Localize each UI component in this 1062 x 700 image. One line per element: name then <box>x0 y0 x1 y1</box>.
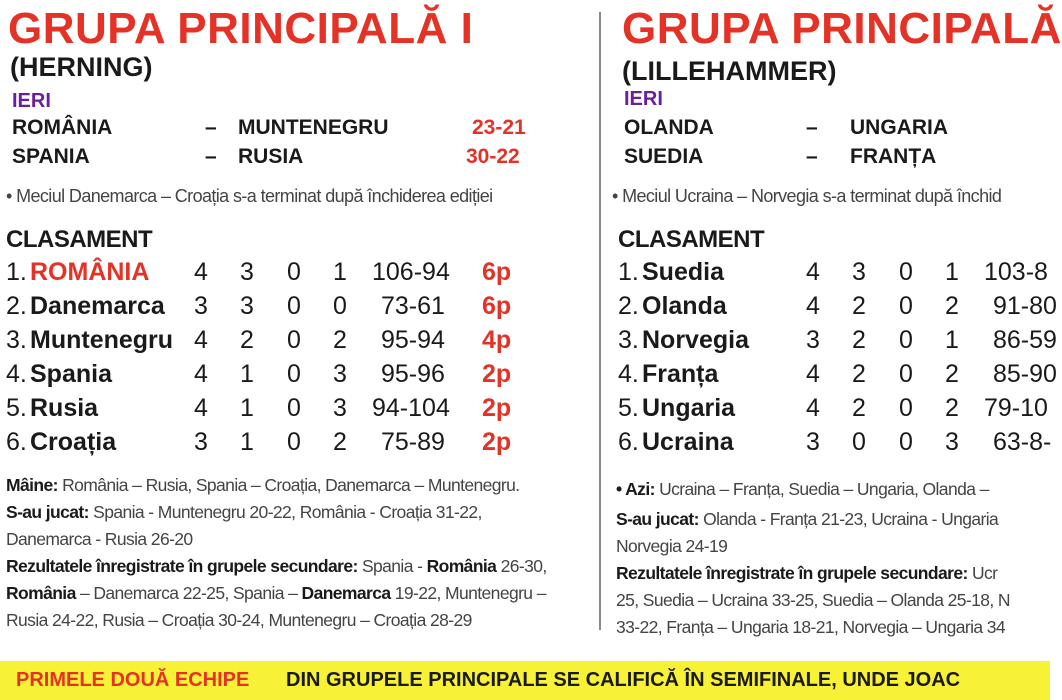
team-name: Olanda <box>642 292 727 320</box>
standings-row <box>618 394 1058 428</box>
group-city: (LILLEHAMMER) <box>622 56 837 86</box>
group-city: (HERNING) <box>10 52 153 82</box>
played: 3 <box>806 428 820 456</box>
standings-row <box>618 428 1058 462</box>
results-text-cont: 25, Suedia – Ucraina 33-25, Suedia – Olanda 25-18, N <box>616 590 1010 610</box>
lost: 2 <box>945 292 959 320</box>
group-title: GRUPA PRINCIPALĂ I <box>8 4 474 53</box>
match-row <box>624 145 1054 173</box>
goals: 63-8- <box>993 428 1052 456</box>
played-text-cont: Norvegia 24-19 <box>616 536 728 556</box>
played: 4 <box>194 258 208 286</box>
drawn: 0 <box>287 428 301 456</box>
rank: 3. <box>6 326 27 354</box>
lost: 3 <box>333 360 347 388</box>
match-home: OLANDA <box>624 116 714 139</box>
rank: 3. <box>618 326 639 354</box>
ieri-label: IERI <box>624 88 663 110</box>
drawn: 0 <box>899 326 913 354</box>
standings-row <box>6 326 596 360</box>
azi-text: Ucraina – Franța, Suedia – Ungaria, Olanda – <box>654 479 989 499</box>
rank: 5. <box>6 394 27 422</box>
match-sep: – <box>205 145 217 168</box>
standings-title: CLASAMENT <box>6 226 153 253</box>
lost: 1 <box>945 258 959 286</box>
standings-row <box>6 360 596 394</box>
team-name: Spania <box>30 360 112 388</box>
drawn: 0 <box>899 428 913 456</box>
rank: 2. <box>6 292 27 320</box>
team-name: Suedia <box>642 258 724 286</box>
maine-text: România – Rusia, Spania – Croația, Danemarca – Muntenegru. <box>57 475 520 495</box>
played-label: S-au jucat: <box>6 502 89 522</box>
team-name: ROMÂNIA <box>30 258 150 286</box>
lost: 3 <box>945 428 959 456</box>
standings-row <box>618 292 1058 326</box>
results-text-cont: 33-22, Franța – Ungaria 18-21, Norvegia – Ungaria 34 <box>616 617 1006 637</box>
column-divider <box>599 12 601 630</box>
results-team: România <box>6 583 76 603</box>
ieri-label: IERI <box>12 90 51 112</box>
match-away: UNGARIA <box>850 116 948 139</box>
standings-row <box>618 326 1058 360</box>
footer-text: DIN GRUPELE PRINCIPALE SE CALIFICĂ ÎN SEMIFINALE, UNDE JOAC <box>286 669 961 691</box>
drawn: 0 <box>287 326 301 354</box>
points: 4p <box>482 326 512 354</box>
standings-row <box>6 394 596 428</box>
played: 4 <box>194 360 208 388</box>
played-text-cont: Danemarca - Rusia 26-20 <box>6 529 193 549</box>
rank: 4. <box>6 360 27 388</box>
drawn: 0 <box>899 258 913 286</box>
lost: 2 <box>333 326 347 354</box>
results-text: 26-30, <box>496 556 547 576</box>
team-name: Muntenegru <box>30 326 174 354</box>
goals: 103-8 <box>984 258 1048 286</box>
won: 3 <box>240 292 254 320</box>
rank: 1. <box>618 258 639 286</box>
group-title: GRUPA PRINCIPALĂ <box>622 4 1062 53</box>
results-label: Rezultatele înregistrate în grupele secundare: <box>616 563 968 583</box>
results-text: – Danemarca 22-25, Spania – <box>75 583 302 603</box>
rank: 6. <box>6 428 27 456</box>
lost: 1 <box>945 326 959 354</box>
standings-row <box>6 258 596 292</box>
rank: 4. <box>618 360 639 388</box>
fixtures-paragraph <box>6 472 596 634</box>
won: 3 <box>240 258 254 286</box>
match-home: SPANIA <box>12 145 90 168</box>
lost: 0 <box>333 292 347 320</box>
points: 2p <box>482 360 512 388</box>
played: 3 <box>806 326 820 354</box>
lost: 2 <box>945 360 959 388</box>
team-name: Norvegia <box>642 326 749 354</box>
results-team: România <box>426 556 497 576</box>
won: 2 <box>852 326 866 354</box>
match-sep: – <box>806 116 818 139</box>
played-label: S-au jucat: <box>616 509 699 529</box>
played: 4 <box>194 326 208 354</box>
note-text: • Meciul Ucraina – Norvegia s-a terminat după închid <box>612 186 1002 206</box>
group-2-panel <box>606 0 1062 660</box>
played: 4 <box>194 394 208 422</box>
drawn: 0 <box>899 292 913 320</box>
won: 0 <box>852 428 866 456</box>
team-name: Rusia <box>30 394 99 422</box>
standings-row <box>6 292 596 326</box>
won: 2 <box>852 292 866 320</box>
standings-title: CLASAMENT <box>618 226 765 253</box>
results-text: Ucr <box>967 563 998 583</box>
match-away: RUSIA <box>238 145 304 168</box>
goals: 91-80 <box>993 292 1057 320</box>
won: 2 <box>240 326 254 354</box>
points: 2p <box>482 428 512 456</box>
goals: 85-90 <box>993 360 1057 388</box>
lost: 2 <box>945 394 959 422</box>
results-team: Danemarca <box>301 583 391 603</box>
goals: 75-89 <box>381 428 445 456</box>
rank: 2. <box>618 292 639 320</box>
match-sep: – <box>806 145 818 168</box>
won: 2 <box>852 394 866 422</box>
won: 1 <box>240 360 254 388</box>
standings-row <box>6 428 596 462</box>
played: 4 <box>806 258 820 286</box>
team-name: Franța <box>642 360 719 388</box>
goals: 95-94 <box>381 326 445 354</box>
drawn: 0 <box>899 360 913 388</box>
lost: 1 <box>333 258 347 286</box>
results-label: Rezultatele înregistrate în grupele secundare: <box>6 556 358 576</box>
standings-row <box>618 258 1058 292</box>
drawn: 0 <box>287 394 301 422</box>
drawn: 0 <box>287 360 301 388</box>
match-away: MUNTENEGRU <box>238 116 389 139</box>
played-text: Spania - Muntenegru 20-22, România - Croația 31-22, <box>88 502 482 522</box>
points: 2p <box>482 394 512 422</box>
goals: 86-59 <box>993 326 1057 354</box>
team-name: Croația <box>30 428 117 456</box>
played: 3 <box>194 428 208 456</box>
match-sep: – <box>205 116 217 139</box>
match-row <box>12 116 592 144</box>
goals: 106-94 <box>372 258 450 286</box>
match-home: ROMÂNIA <box>12 116 113 139</box>
won: 1 <box>240 394 254 422</box>
drawn: 0 <box>287 292 301 320</box>
goals: 73-61 <box>381 292 445 320</box>
team-name: Danemarca <box>30 292 165 320</box>
rank: 5. <box>618 394 639 422</box>
match-row <box>624 116 1054 144</box>
match-row <box>12 145 592 173</box>
team-name: Ungaria <box>642 394 736 422</box>
points: 6p <box>482 292 512 320</box>
footer-banner <box>0 661 1050 700</box>
match-score: 30-22 <box>466 145 520 168</box>
goals: 95-96 <box>381 360 445 388</box>
results-text-cont: Rusia 24-22, Rusia – Croația 30-24, Muntenegru – Croația 28-29 <box>6 610 472 630</box>
rank: 1. <box>6 258 27 286</box>
played: 3 <box>194 292 208 320</box>
goals: 94-104 <box>372 394 450 422</box>
won: 3 <box>852 258 866 286</box>
drawn: 0 <box>899 394 913 422</box>
team-name: Ucraina <box>642 428 734 456</box>
played: 4 <box>806 394 820 422</box>
match-score: 23-21 <box>472 116 526 139</box>
played: 4 <box>806 360 820 388</box>
points: 6p <box>482 258 512 286</box>
note-text: • Meciul Danemarca – Croația s-a terminat după închiderea ediției <box>6 186 493 206</box>
played: 4 <box>806 292 820 320</box>
match-home: SUEDIA <box>624 145 704 168</box>
goals: 79-10 <box>984 394 1048 422</box>
played-text: Olanda - Franța 21-23, Ucraina - Ungaria <box>698 509 999 529</box>
results-text: Spania - <box>357 556 427 576</box>
fixtures-paragraph <box>616 476 1056 641</box>
match-away: FRANȚA <box>850 145 937 168</box>
azi-label: • Azi: <box>616 479 655 499</box>
standings-row <box>618 360 1058 394</box>
lost: 3 <box>333 394 347 422</box>
results-text: 19-22, Muntenegru – <box>390 583 546 603</box>
drawn: 0 <box>287 258 301 286</box>
maine-label: Mâine: <box>6 475 58 495</box>
footer-highlight: PRIMELE DOUĂ ECHIPE <box>16 669 250 691</box>
lost: 2 <box>333 428 347 456</box>
rank: 6. <box>618 428 639 456</box>
won: 2 <box>852 360 866 388</box>
won: 1 <box>240 428 254 456</box>
